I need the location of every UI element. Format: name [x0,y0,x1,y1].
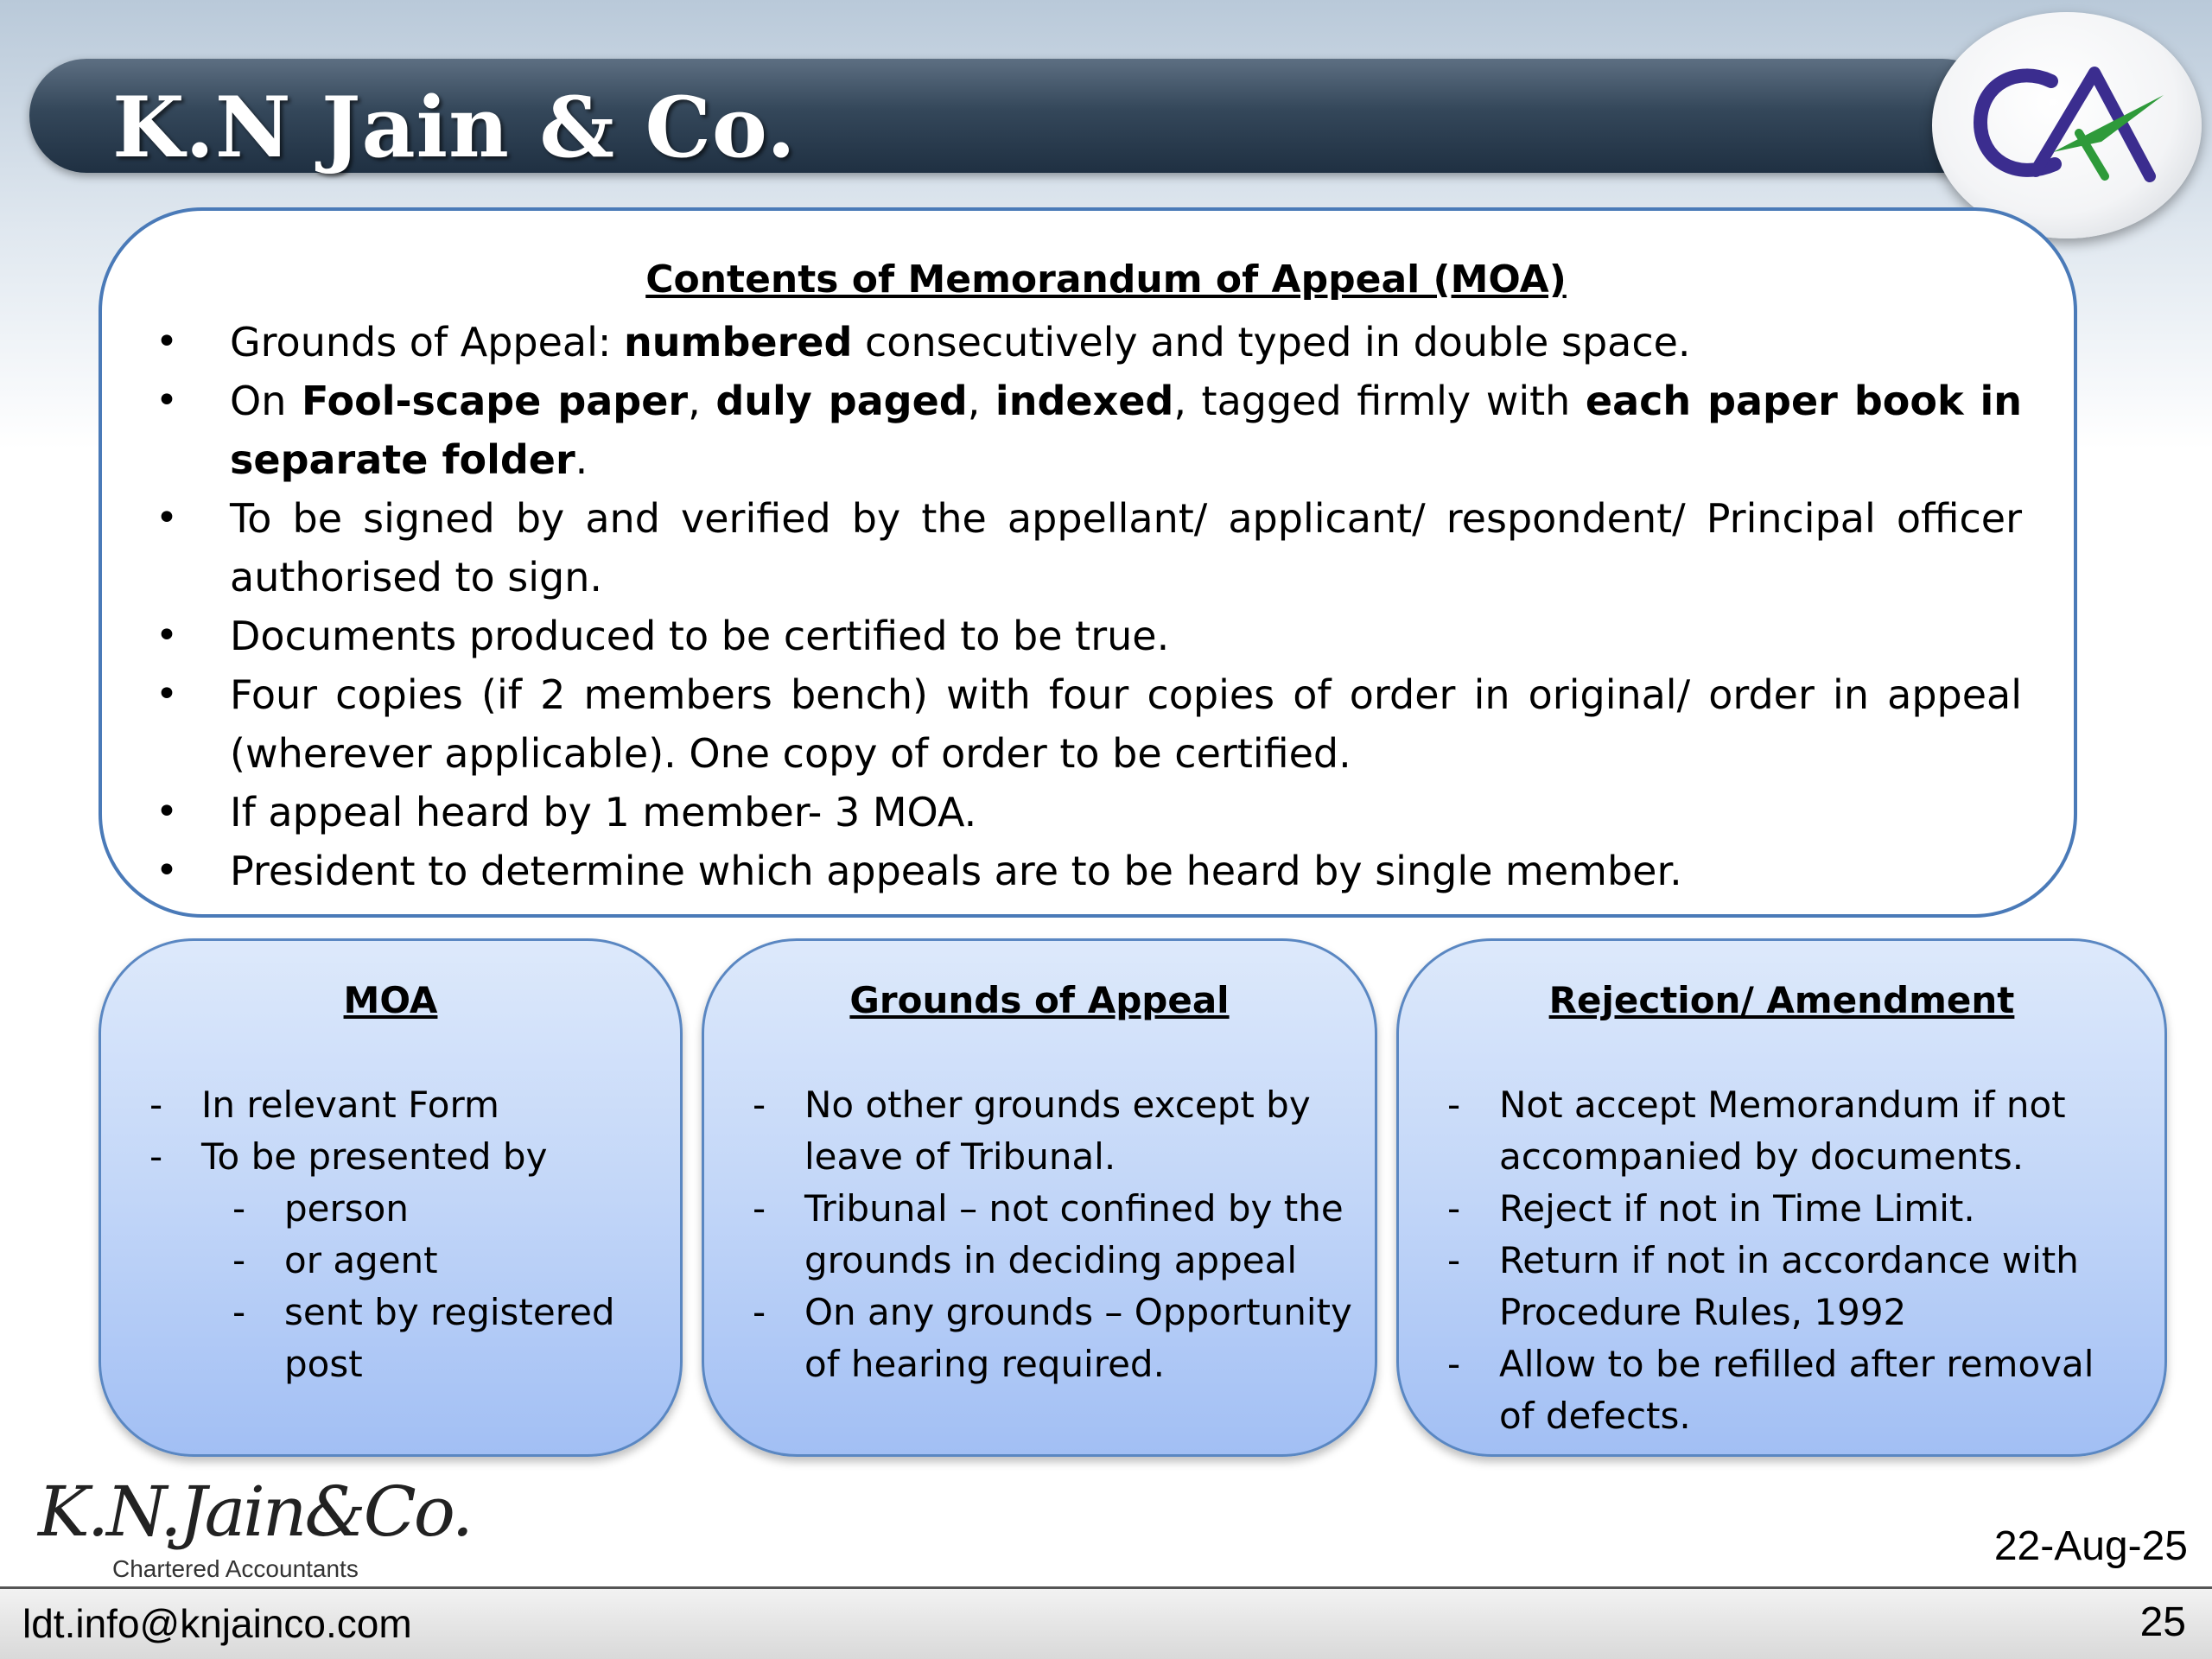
card-item-text: Reject if not in Time Limit. [1499,1187,1975,1230]
bold-text: each paper book in separate folder [230,378,2023,483]
bullet-icon: • [156,320,178,364]
card-item [1447,1183,2139,1235]
box-heading: Contents of Memorandum of Appeal (MOA) [645,257,1567,302]
dash-icon: - [753,1084,766,1126]
dash-icon: - [1447,1187,1461,1230]
footer-logo-subtitle: Chartered Accountants [112,1555,359,1582]
card-list [149,1079,668,1390]
card-item [149,1131,668,1183]
dash-icon: - [232,1187,246,1230]
main-list-item [147,607,2022,665]
main-list-item [147,372,2022,489]
text: To be signed by and verified by the appellant/ applicant/ respondent/ Principal officer authorised to sign. [230,495,2022,601]
card-item-text: sent by registered post [284,1291,615,1385]
dash-icon: - [232,1239,246,1281]
card-item [753,1183,1357,1287]
card-title: Rejection/ Amendment [1548,979,2015,1021]
card-item-text: Tribunal – not confined by the grounds in deciding appeal [804,1187,1344,1281]
main-list-item [147,842,2022,900]
card-list [1447,1079,2139,1442]
card-subitem [149,1287,668,1390]
card-item-text: Not accept Memorandum if not accompanied by documents. [1499,1084,2066,1178]
card-item-text: or agent [284,1239,438,1281]
text: Documents produced to be certified to be true. [230,613,1170,659]
card-item-text: Return if not in accordance with Procedure Rules, 1992 [1499,1239,2079,1333]
card-item-text: Allow to be refilled after removal of defects. [1499,1343,2094,1437]
bullet-icon: • [156,790,178,834]
bold-text: numbered [624,319,853,365]
card-grounds-of-appeal [702,938,1377,1457]
card-title: Grounds of Appeal [849,979,1230,1021]
header-title: K.N Jain & Co. [112,79,797,176]
dash-icon: - [753,1187,766,1230]
text: On [230,378,302,424]
bullet-icon: • [156,849,178,893]
text: , tagged firmly with [1173,378,1586,424]
card-moa [99,938,683,1457]
dash-icon: - [1447,1343,1461,1385]
dash-icon: - [149,1135,163,1178]
text: . [575,436,588,483]
card-item-text: To be presented by [201,1135,548,1178]
main-list-item [147,489,2022,607]
card-list [753,1079,1357,1390]
card-subitem [149,1183,668,1235]
bullet-icon: • [156,672,178,716]
text: Four copies (if 2 members bench) with four copies of order in original/ order in appeal (wherever applicable). One copy of order to be certified. [230,671,2022,777]
text: Grounds of Appeal: [230,319,625,365]
card-item-text: person [284,1187,409,1230]
slide-date: 22-Aug-25 [1993,1523,2188,1569]
bold-text: indexed [995,378,1174,424]
text: , [688,378,716,424]
text: If appeal heard by 1 member- 3 MOA. [230,789,977,836]
footer-email: ldt.info@knjainco.com [22,1601,412,1646]
text: , [967,378,995,424]
dash-icon: - [753,1291,766,1333]
bold-text: Fool-scape paper [301,378,689,424]
card-item [149,1079,668,1131]
ca-logo-icon [1932,12,2202,238]
dash-icon: - [1447,1239,1461,1281]
bullet-icon: • [156,496,178,540]
dash-icon: - [1447,1084,1461,1126]
main-list-item [147,313,2022,372]
bold-text: duly paged [715,378,968,424]
card-subitem [149,1235,668,1287]
card-item [1447,1338,2139,1442]
bullet-icon: • [156,378,178,423]
card-item-text: In relevant Form [201,1084,499,1126]
card-title: MOA [343,979,438,1021]
text: President to determine which appeals are to be heard by single member. [230,848,1682,894]
page-number: 25 [2139,1599,2186,1645]
text: consecutively and typed in double space. [852,319,1691,365]
card-item [753,1287,1357,1390]
main-list-item [147,783,2022,842]
card-item-text: No other grounds except by leave of Tribunal. [804,1084,1311,1178]
footer-logo: K.N.Jain&Co. [38,1471,471,1552]
card-rejection-amendment [1396,938,2167,1457]
main-list-item [147,665,2022,783]
card-item [1447,1079,2139,1183]
bullet-icon: • [156,613,178,658]
dash-icon: - [232,1291,246,1333]
card-item-text: On any grounds – Opportunity of hearing required. [804,1291,1352,1385]
card-item [753,1079,1357,1183]
main-bullet-list [147,313,2022,900]
card-item [1447,1235,2139,1338]
dash-icon: - [149,1084,163,1126]
